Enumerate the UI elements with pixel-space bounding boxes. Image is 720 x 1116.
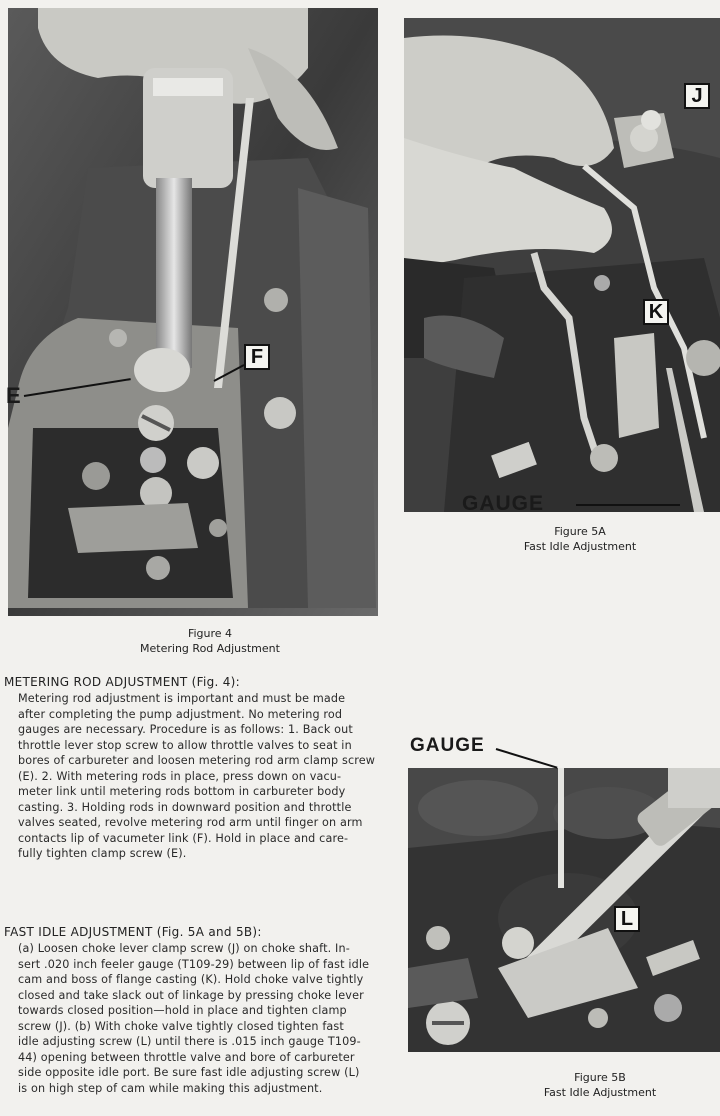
fastidle-line: (a) Loosen choke lever clamp screw (J) on choke shaft. In- xyxy=(18,942,350,955)
figure-5a-caption xyxy=(480,524,680,554)
metering-heading: METERING ROD ADJUSTMENT (Fig. 4): xyxy=(4,675,240,689)
figure-5b-photo xyxy=(408,768,720,1052)
figure-5a-label-j: J xyxy=(684,83,710,109)
metering-line: meter link until metering rods bottom in carbureter body xyxy=(18,785,346,798)
figure-5b-subtitle: Fast Idle Adjustment xyxy=(543,1086,657,1099)
figure-4-label-f: F xyxy=(244,344,270,370)
figure-5a-title: Figure 5A xyxy=(554,525,606,538)
figure-5a-label-k: K xyxy=(643,299,669,325)
metering-paragraph xyxy=(18,691,378,862)
fastidle-line: side opposite idle port. Be sure fast idle adjusting screw (L) xyxy=(18,1066,360,1079)
fastidle-line: screw (J). (b) With choke valve tightly closed tighten fast xyxy=(18,1019,344,1033)
figure-5a-photo xyxy=(404,18,720,512)
figure-5a-arrow-gauge xyxy=(576,504,680,506)
fastidle-line: is on high step of cam while making this adjustment. xyxy=(18,1081,323,1095)
metering-line: valves seated, revolve metering rod arm until finger on arm xyxy=(18,816,363,829)
figure-5b-label-l: L xyxy=(614,906,640,932)
fastidle-line: cam and boss of flange casting (K). Hold choke valve tightly xyxy=(18,973,364,986)
fastidle-line: idle adjusting screw (L) until there is .015 inch gauge T109- xyxy=(18,1035,361,1048)
figure-5b-caption xyxy=(500,1070,700,1100)
metering-line: after completing the pump adjustment. No metering rod xyxy=(18,707,343,721)
figure-4-caption xyxy=(100,626,320,656)
metering-line: throttle lever stop screw to allow throttle valves to seat in xyxy=(18,738,352,752)
fastidle-line: towards closed position—hold in place and tighten clamp xyxy=(18,1004,347,1017)
metering-line: bores of carbureter and loosen metering rod arm clamp screw xyxy=(18,754,376,767)
metering-line: fully tighten clamp screw (E). xyxy=(18,847,187,860)
fastidle-paragraph xyxy=(18,941,378,1096)
figure-5a-label-gauge: GAUGE xyxy=(462,492,545,515)
metering-line: casting. 3. Holding rods in downward position and throttle xyxy=(18,800,352,814)
figure-5a-subtitle: Fast Idle Adjustment xyxy=(523,540,637,553)
figure-4-title: Figure 4 xyxy=(187,627,233,640)
figure-5b-title: Figure 5B xyxy=(574,1071,626,1084)
figure-4-subtitle: Metering Rod Adjustment xyxy=(140,642,280,655)
fastidle-line: closed and take slack out of linkage by pressing choke lever xyxy=(18,988,364,1002)
metering-line: Metering rod adjustment is important and must be made xyxy=(18,692,346,705)
metering-line: (E). 2. With metering rods in place, press down on vacu- xyxy=(18,769,342,783)
fastidle-line: 44) opening between throttle valve and bore of carbureter xyxy=(18,1050,355,1064)
figure-5b-label-gauge: GAUGE xyxy=(410,735,485,756)
metering-line: gauges are necessary. Procedure is as follows: 1. Back out xyxy=(18,723,353,736)
fastidle-line: sert .020 inch feeler gauge (T109-29) between lip of fast idle xyxy=(18,957,370,971)
figure-4-label-e: E xyxy=(6,383,22,408)
metering-line: contacts lip of vacumeter link (F). Hold in place and care- xyxy=(18,831,349,845)
fastidle-heading: FAST IDLE ADJUSTMENT (Fig. 5A and 5B): xyxy=(4,925,262,939)
figure-4-photo xyxy=(8,8,378,616)
figure-5b-arrow-gauge xyxy=(496,748,558,769)
